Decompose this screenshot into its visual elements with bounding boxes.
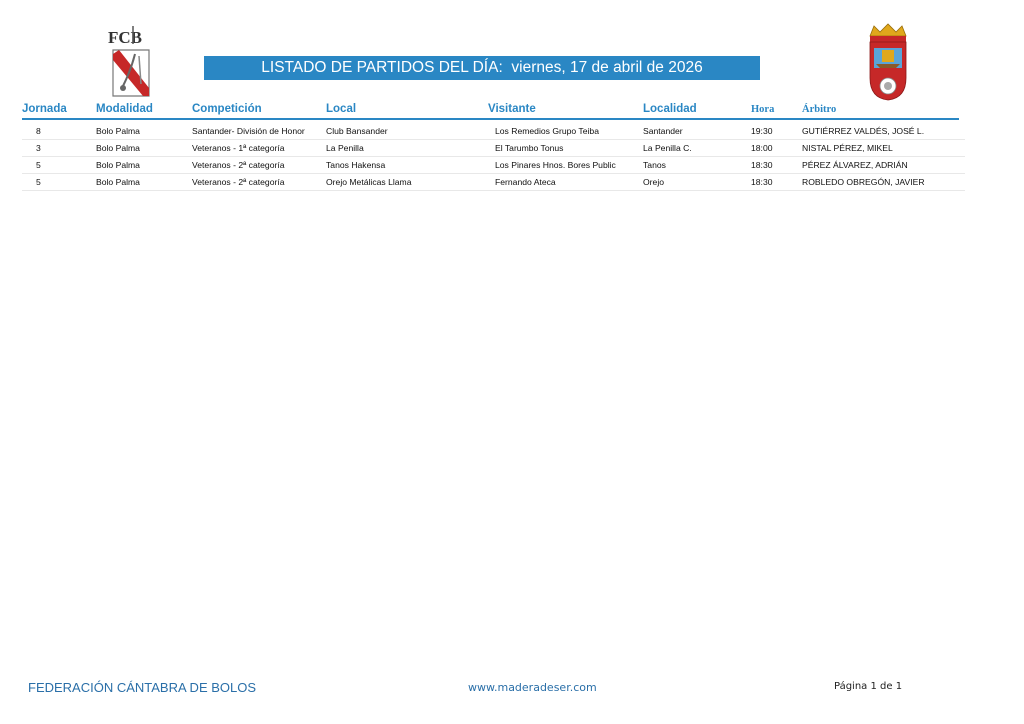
cell-arbitro: ROBLEDO OBREGÓN, JAVIER <box>802 177 925 187</box>
cell-modalidad: Bolo Palma <box>96 143 140 153</box>
header-divider <box>22 118 959 120</box>
footer-page-number: Página 1 de 1 <box>834 681 903 692</box>
header-competicion: Competición <box>192 103 262 115</box>
cell-visitante: Fernando Ateca <box>495 177 556 187</box>
cell-localidad: Santander <box>643 126 683 136</box>
cell-competicion: Veteranos - 2ª categoría <box>192 177 285 187</box>
table-row <box>22 157 965 174</box>
cell-hora: 18:30 <box>751 160 773 170</box>
header-local: Local <box>326 103 357 115</box>
cantabria-coat-of-arms-icon <box>864 22 912 102</box>
cell-competicion: Santander- División de Honor <box>192 126 305 136</box>
table-row <box>22 140 965 157</box>
table-row <box>22 174 965 191</box>
fcb-logo <box>105 24 161 100</box>
header-arbitro: Árbitro <box>802 104 837 115</box>
cell-jornada: 3 <box>36 143 41 153</box>
cell-arbitro: GUTIÉRREZ VALDÉS, JOSÉ L. <box>802 126 925 136</box>
header-visitante: Visitante <box>488 103 536 115</box>
cell-modalidad: Bolo Palma <box>96 160 140 170</box>
cell-arbitro: NISTAL PÉREZ, MIKEL <box>802 143 893 153</box>
cell-local: Orejo Metálicas Llama <box>326 177 412 187</box>
cell-jornada: 8 <box>36 126 41 136</box>
cell-competicion: Veteranos - 2ª categoría <box>192 160 285 170</box>
cell-arbitro: PÉREZ ÁLVAREZ, ADRIÁN <box>802 160 908 170</box>
cell-local: Club Bansander <box>326 126 388 136</box>
cell-hora: 18:00 <box>751 143 773 153</box>
cell-localidad: Orejo <box>643 177 665 187</box>
header-hora: Hora <box>751 104 775 115</box>
table-row <box>22 123 965 140</box>
footer-federation: FEDERACIÓN CÁNTABRA DE BOLOS <box>28 680 257 695</box>
footer-website-link[interactable]: www.maderadeser.com <box>468 681 597 694</box>
cell-hora: 19:30 <box>751 126 773 136</box>
cell-visitante: Los Remedios Grupo Teiba <box>495 126 599 136</box>
cell-modalidad: Bolo Palma <box>96 126 140 136</box>
title-date: viernes, 17 de abril de 2026 <box>511 59 703 76</box>
cell-jornada: 5 <box>36 160 41 170</box>
header-localidad: Localidad <box>643 103 697 115</box>
cell-hora: 18:30 <box>751 177 773 187</box>
cell-modalidad: Bolo Palma <box>96 177 140 187</box>
cell-localidad: Tanos <box>643 160 666 170</box>
page-title <box>204 56 760 80</box>
cell-visitante: Los Pinares Hnos. Bores Public <box>495 160 616 170</box>
header-modalidad: Modalidad <box>96 103 153 115</box>
cell-local: La Penilla <box>326 143 364 153</box>
cell-competicion: Veteranos - 1ª categoría <box>192 143 285 153</box>
cell-visitante: El Tarumbo Tonus <box>495 143 564 153</box>
header-jornada: Jornada <box>22 103 67 115</box>
cell-localidad: La Penilla C. <box>643 143 692 153</box>
cell-local: Tanos Hakensa <box>326 160 386 170</box>
fcb-logo-text: FCB <box>108 28 142 47</box>
title-label: LISTADO DE PARTIDOS DEL DÍA: <box>261 59 503 76</box>
cell-jornada: 5 <box>36 177 41 187</box>
